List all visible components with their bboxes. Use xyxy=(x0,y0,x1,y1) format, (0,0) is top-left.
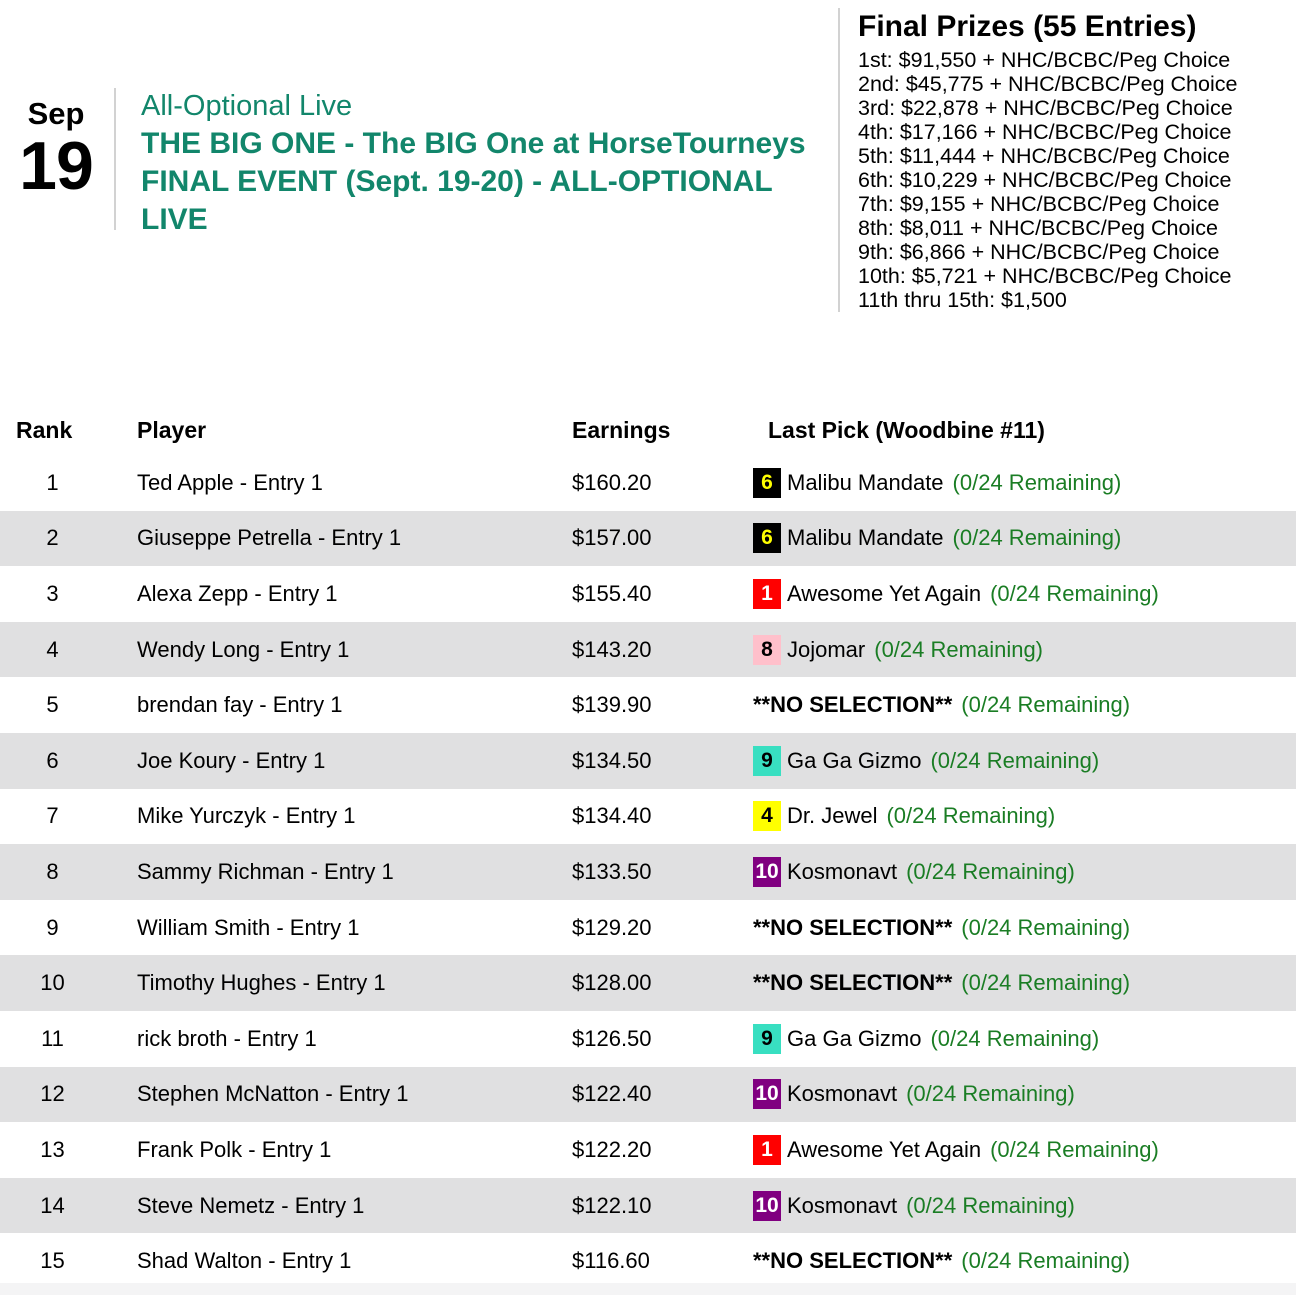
table-row xyxy=(0,1011,1296,1067)
last-pick-cell xyxy=(750,635,1296,665)
last-pick-cell xyxy=(750,579,1296,609)
remaining-label: (0/24 Remaining) xyxy=(990,580,1159,606)
table-row xyxy=(0,733,1296,789)
table-row xyxy=(0,511,1296,567)
table-row xyxy=(0,455,1296,511)
last-pick-cell xyxy=(750,970,1296,996)
horse-name: Awesome Yet Again xyxy=(787,1136,982,1162)
final-prizes-title: Final Prizes (55 Entries) xyxy=(858,10,1197,43)
last-pick-cell xyxy=(750,468,1296,498)
player-cell: Timothy Hughes - Entry 1 xyxy=(137,970,386,996)
earnings-cell: $122.40 xyxy=(572,1081,652,1107)
rank-cell: 7 xyxy=(46,803,59,829)
table-row xyxy=(0,1067,1296,1123)
horse-name: Malibu Mandate xyxy=(787,525,944,551)
horse-number-badge: 8 xyxy=(753,635,781,665)
prize-line-3: 3rd: $22,878 + NHC/BCBC/Peg Choice xyxy=(858,96,1233,120)
earnings-cell: $122.20 xyxy=(572,1136,652,1162)
player-cell: Ted Apple - Entry 1 xyxy=(137,469,323,495)
remaining-label: (0/24 Remaining) xyxy=(886,803,1056,829)
earnings-cell: $160.20 xyxy=(572,469,652,495)
remaining-label: (0/24 Remaining) xyxy=(952,525,1122,551)
earnings-cell: $128.00 xyxy=(572,970,652,996)
horse-number-badge: 9 xyxy=(753,746,781,776)
rank-cell: 12 xyxy=(40,1081,65,1107)
table-row xyxy=(0,622,1296,678)
no-selection-label: **NO SELECTION** xyxy=(753,914,953,940)
earnings-cell: $126.50 xyxy=(572,1025,652,1051)
event-date-day: 19 xyxy=(19,128,93,204)
last-pick-cell xyxy=(750,915,1296,941)
table-row xyxy=(0,1178,1296,1234)
horse-number-badge: 6 xyxy=(753,523,781,553)
rank-cell: 1 xyxy=(46,469,59,495)
prize-line-4: 4th: $17,166 + NHC/BCBC/Peg Choice xyxy=(858,120,1232,144)
rank-cell: 9 xyxy=(46,914,59,940)
earnings-cell: $157.00 xyxy=(572,525,652,551)
player-cell: Mike Yurczyk - Entry 1 xyxy=(137,803,356,829)
table-row xyxy=(0,789,1296,845)
event-date xyxy=(0,96,112,204)
prize-line-6: 6th: $10,229 + NHC/BCBC/Peg Choice xyxy=(858,168,1232,192)
player-cell: Frank Polk - Entry 1 xyxy=(137,1136,332,1162)
horse-name: Dr. Jewel xyxy=(787,803,878,829)
player-cell: brendan fay - Entry 1 xyxy=(137,692,343,718)
horse-name: Kosmonavt xyxy=(787,858,898,884)
no-selection-label: **NO SELECTION** xyxy=(753,692,953,718)
prize-line-11: 11th thru 15th: $1,500 xyxy=(858,288,1067,312)
table-row xyxy=(0,844,1296,900)
player-cell: Stephen McNatton - Entry 1 xyxy=(137,1081,409,1107)
earnings-cell: $155.40 xyxy=(572,580,652,606)
horse-number-badge: 10 xyxy=(753,857,781,887)
earnings-cell: $129.20 xyxy=(572,914,652,940)
rank-cell: 11 xyxy=(41,1025,64,1051)
leaderboard-rows xyxy=(0,455,1296,1289)
final-prizes-panel xyxy=(838,8,1296,312)
prize-line-10: 10th: $5,721 + NHC/BCBC/Peg Choice xyxy=(858,264,1232,288)
horse-number-badge: 6 xyxy=(753,468,781,498)
player-cell: William Smith - Entry 1 xyxy=(137,914,360,940)
rank-cell: 5 xyxy=(46,692,59,718)
earnings-cell: $139.90 xyxy=(572,692,652,718)
rank-cell: 3 xyxy=(46,580,59,606)
earnings-cell: $143.20 xyxy=(572,636,652,662)
no-selection-label: **NO SELECTION** xyxy=(753,970,953,996)
header-last-pick: Last Pick (Woodbine #11) xyxy=(768,416,1045,443)
no-selection-label: **NO SELECTION** xyxy=(753,1248,953,1274)
player-cell: Giuseppe Petrella - Entry 1 xyxy=(137,525,402,551)
last-pick-cell xyxy=(750,1191,1296,1221)
horse-number-badge: 10 xyxy=(753,1079,781,1109)
player-cell: Joe Koury - Entry 1 xyxy=(137,747,326,773)
remaining-label: (0/24 Remaining) xyxy=(961,692,1131,718)
prize-line-5: 5th: $11,444 + NHC/BCBC/Peg Choice xyxy=(858,144,1230,168)
table-row xyxy=(0,955,1296,1011)
rank-cell: 8 xyxy=(46,858,59,884)
horse-number-badge: 1 xyxy=(753,1135,781,1165)
prize-line-7: 7th: $9,155 + NHC/BCBC/Peg Choice xyxy=(858,192,1220,216)
date-title-divider xyxy=(114,88,116,230)
table-row xyxy=(0,1233,1296,1289)
horse-number-badge: 9 xyxy=(753,1024,781,1054)
rank-cell: 13 xyxy=(40,1136,65,1162)
prize-line-8: 8th: $8,011 + NHC/BCBC/Peg Choice xyxy=(858,216,1218,240)
player-cell: Alexa Zepp - Entry 1 xyxy=(137,580,338,606)
last-pick-cell xyxy=(750,1135,1296,1165)
prize-line-9: 9th: $6,866 + NHC/BCBC/Peg Choice xyxy=(858,240,1220,264)
rank-cell: 15 xyxy=(40,1248,65,1274)
player-cell: Shad Walton - Entry 1 xyxy=(137,1248,352,1274)
horse-name: Jojomar xyxy=(787,636,866,662)
horse-number-badge: 10 xyxy=(753,1191,781,1221)
horse-name: Malibu Mandate xyxy=(787,469,944,495)
prize-line-1: 1st: $91,550 + NHC/BCBC/Peg Choice xyxy=(858,48,1231,72)
remaining-label: (0/24 Remaining) xyxy=(874,636,1043,662)
event-category: All-Optional Live xyxy=(141,90,353,122)
last-pick-cell xyxy=(750,1079,1296,1109)
player-cell: rick broth - Entry 1 xyxy=(137,1025,317,1051)
last-pick-cell xyxy=(750,1024,1296,1054)
rank-cell: 10 xyxy=(40,970,65,996)
remaining-label: (0/24 Remaining) xyxy=(906,1081,1075,1107)
rank-cell: 14 xyxy=(40,1192,65,1218)
event-header xyxy=(141,88,826,239)
rank-cell: 2 xyxy=(46,525,59,551)
earnings-cell: $116.60 xyxy=(572,1248,650,1274)
horse-name: Kosmonavt xyxy=(787,1192,898,1218)
leaderboard-header-row xyxy=(0,405,1296,455)
footer-strip xyxy=(0,1283,1296,1295)
horse-name: Awesome Yet Again xyxy=(787,580,982,606)
remaining-label: (0/24 Remaining) xyxy=(930,747,1100,773)
rank-cell: 4 xyxy=(46,636,59,662)
horse-name: Ga Ga Gizmo xyxy=(787,1025,922,1051)
header-earnings: Earnings xyxy=(572,416,671,443)
remaining-label: (0/24 Remaining) xyxy=(961,1248,1131,1274)
header-rank: Rank xyxy=(16,416,73,443)
remaining-label: (0/24 Remaining) xyxy=(930,1025,1100,1051)
horse-number-badge: 1 xyxy=(753,579,781,609)
remaining-label: (0/24 Remaining) xyxy=(961,970,1131,996)
last-pick-cell xyxy=(750,801,1296,831)
earnings-cell: $134.50 xyxy=(572,747,652,773)
last-pick-cell xyxy=(750,1248,1296,1274)
event-title: THE BIG ONE - The BIG One at HorseTourneys FINAL EVENT (Sept. 19-20) - ALL-OPTIONAL LIVE xyxy=(141,127,806,236)
earnings-cell: $133.50 xyxy=(572,858,652,884)
last-pick-cell xyxy=(750,692,1296,718)
table-row xyxy=(0,566,1296,622)
table-row xyxy=(0,1122,1296,1178)
last-pick-cell xyxy=(750,857,1296,887)
earnings-cell: $122.10 xyxy=(572,1192,652,1218)
earnings-cell: $134.40 xyxy=(572,803,652,829)
horse-name: Kosmonavt xyxy=(787,1081,898,1107)
table-row xyxy=(0,900,1296,956)
remaining-label: (0/24 Remaining) xyxy=(952,469,1122,495)
remaining-label: (0/24 Remaining) xyxy=(906,858,1075,884)
prize-line-2: 2nd: $45,775 + NHC/BCBC/Peg Choice xyxy=(858,72,1238,96)
last-pick-cell xyxy=(750,746,1296,776)
remaining-label: (0/24 Remaining) xyxy=(961,914,1131,940)
table-row xyxy=(0,677,1296,733)
last-pick-cell xyxy=(750,523,1296,553)
remaining-label: (0/24 Remaining) xyxy=(990,1136,1159,1162)
remaining-label: (0/24 Remaining) xyxy=(906,1192,1075,1218)
horse-name: Ga Ga Gizmo xyxy=(787,747,922,773)
player-cell: Sammy Richman - Entry 1 xyxy=(137,858,394,884)
player-cell: Steve Nemetz - Entry 1 xyxy=(137,1192,365,1218)
rank-cell: 6 xyxy=(46,747,59,773)
event-date-month: Sep xyxy=(27,96,85,131)
horse-number-badge: 4 xyxy=(753,801,781,831)
header-player: Player xyxy=(137,416,207,443)
leaderboard xyxy=(0,405,1296,1289)
player-cell: Wendy Long - Entry 1 xyxy=(137,636,350,662)
